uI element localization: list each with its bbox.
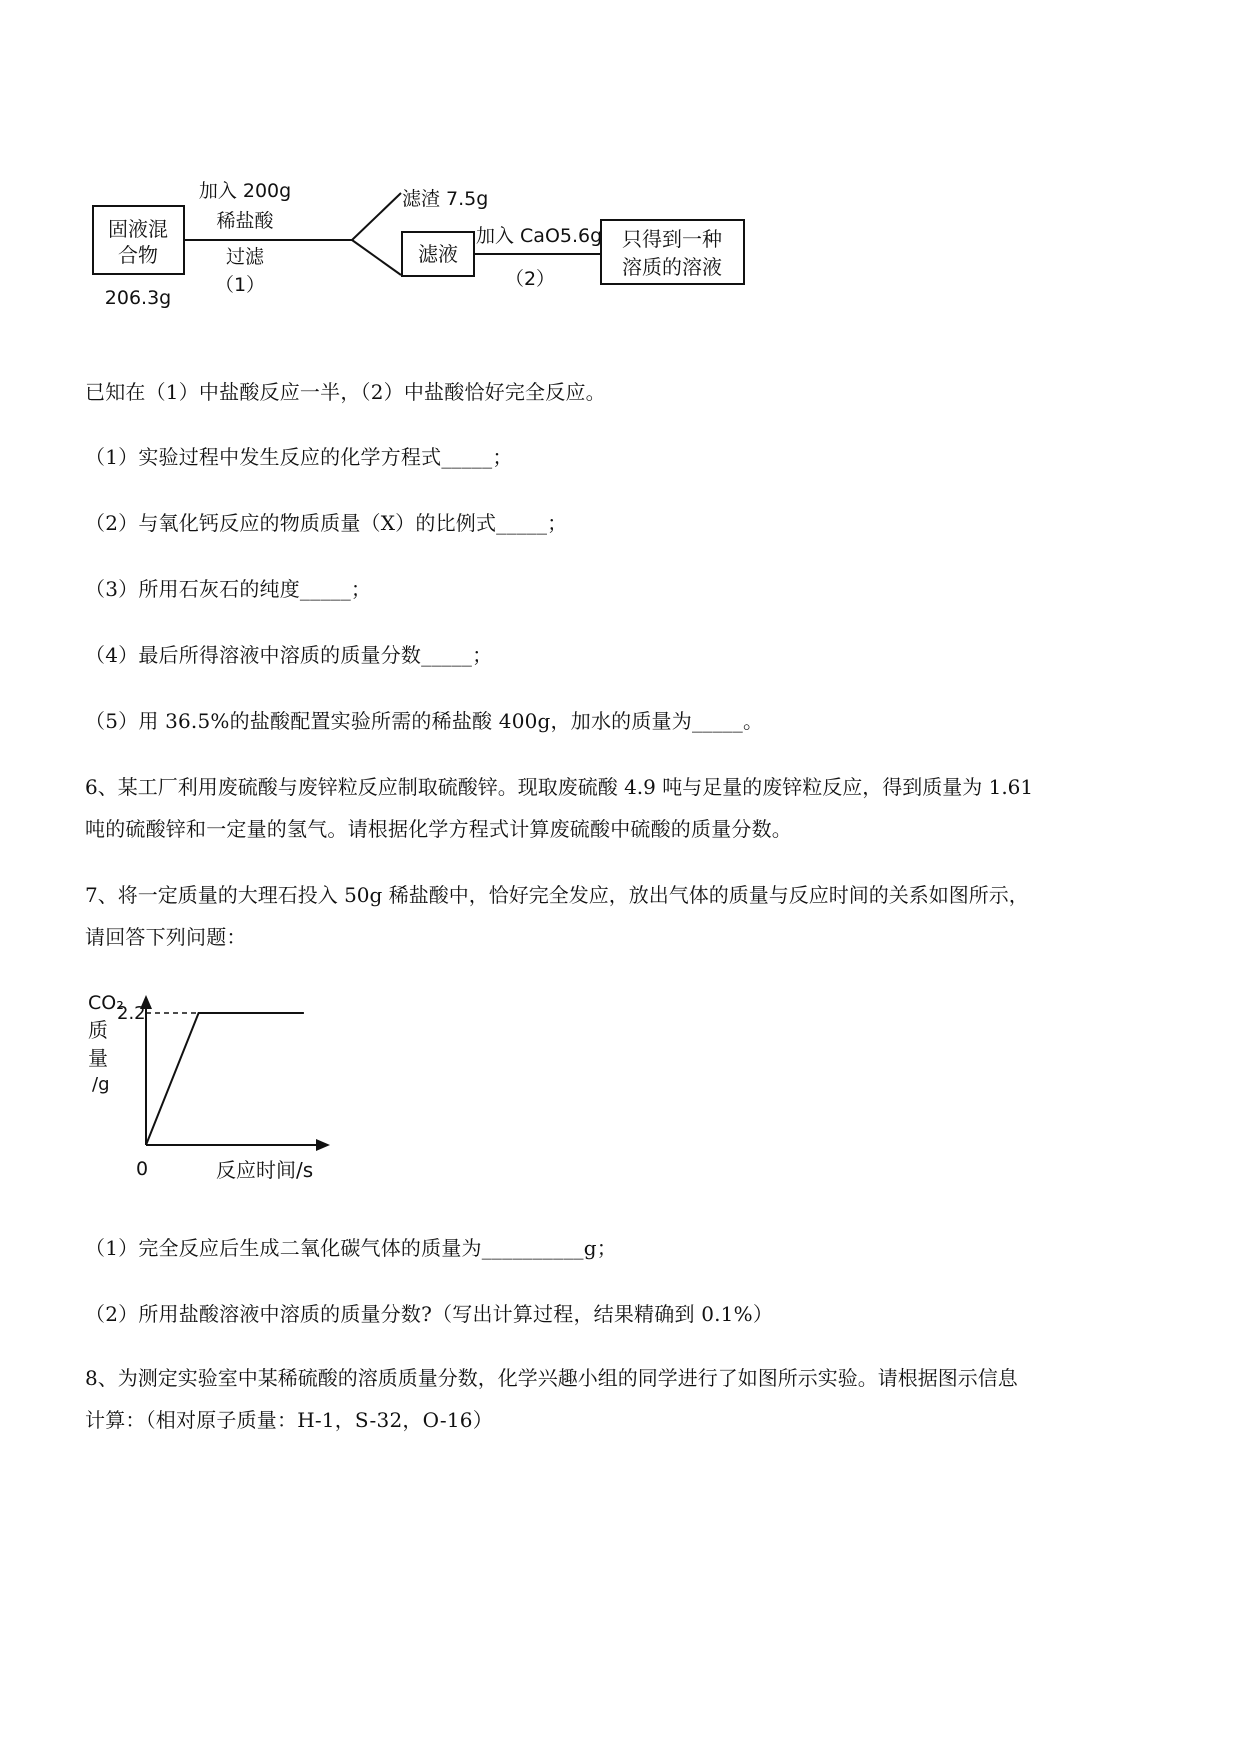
q5-known-condition: 已知在（1）中盐酸反应一半，（2）中盐酸恰好完全反应。 [85,380,606,404]
x-axis-arrowhead [316,1139,330,1151]
q7-item-1: （1）完全反应后生成二氧化碳气体的质量为__________g； [85,1236,617,1260]
q5-item-4: （4）最后所得溶液中溶质的质量分数_____； [85,643,493,667]
branch-up-line [352,193,401,240]
step1-above-line1: 加入 200g [198,180,292,202]
residue-label: 滤渣 7.5g [402,188,489,210]
step1-below-line2: （1） [214,274,266,296]
origin-label: 0 [135,1158,149,1180]
step2-below-label: （2） [504,268,556,290]
q5-item-1: （1）实验过程中发生反应的化学方程式_____； [85,445,513,469]
step2-above-label: 加入 CaO5.6g [476,225,603,247]
series-co2-line [146,1013,304,1145]
q7-line-1: 7、将一定质量的大理石投入 50g 稀盐酸中，恰好完全发应，放出气体的质量与反应时间的关系如图所示， [85,883,1029,907]
result-box-line1: 只得到一种 [622,227,722,251]
branch-down-line [352,240,401,275]
step1-above-line2: 稀盐酸 [216,210,274,232]
q6-line-1: 6、某工厂利用废硫酸与废锌粒反应制取硫酸锌。现取废硫酸 4.9 吨与足量的废锌粒反应，得到质量为 1.61 [85,775,1034,799]
box1-line2: 合物 [118,243,158,267]
step1-below-line1: 过滤 [225,246,265,268]
q8-line-2: 计算：（相对原子质量：H-1，S-32，O-16） [85,1408,493,1432]
q8-line-1: 8、为测定实验室中某稀硫酸的溶质质量分数，化学兴趣小组的同学进行了如图所示实验。请根据图示信息 [85,1366,1018,1390]
y-tick-label: 2.2 [117,1003,146,1024]
box1-line1: 固液混 [108,217,168,241]
y-axis-label-unit: /g [92,1074,110,1095]
flow-diagram [80,170,760,330]
q7-line-2: 请回答下列问题： [85,925,247,949]
q5-item-3: （3）所用石灰石的纯度_____； [85,577,372,601]
q7-item-2: （2）所用盐酸溶液中溶质的质量分数?（写出计算过程，结果精确到 0.1%） [85,1302,774,1326]
filtrate-label: 滤液 [418,242,458,266]
q5-item-5: （5）用 36.5%的盐酸配置实验所需的稀盐酸 400g，加水的质量为_____。 [85,709,764,733]
x-axis-label: 反应时间/s [216,1158,314,1182]
q5-item-2: （2）与氧化钙反应的物质质量（X）的比例式_____； [85,511,568,535]
box1-mass: 206.3g [104,287,172,309]
y-axis-label-co2: CO₂ [88,992,124,1014]
y-axis-label-char1: 质 [88,1018,108,1042]
result-box-line2: 溶质的溶液 [622,255,722,279]
y-axis-label-char2: 量 [88,1046,108,1070]
q6-line-2: 吨的硫酸锌和一定量的氢气。请根据化学方程式计算废硫酸中硫酸的质量分数。 [85,817,792,841]
co2-mass-time-chart [80,985,360,1195]
